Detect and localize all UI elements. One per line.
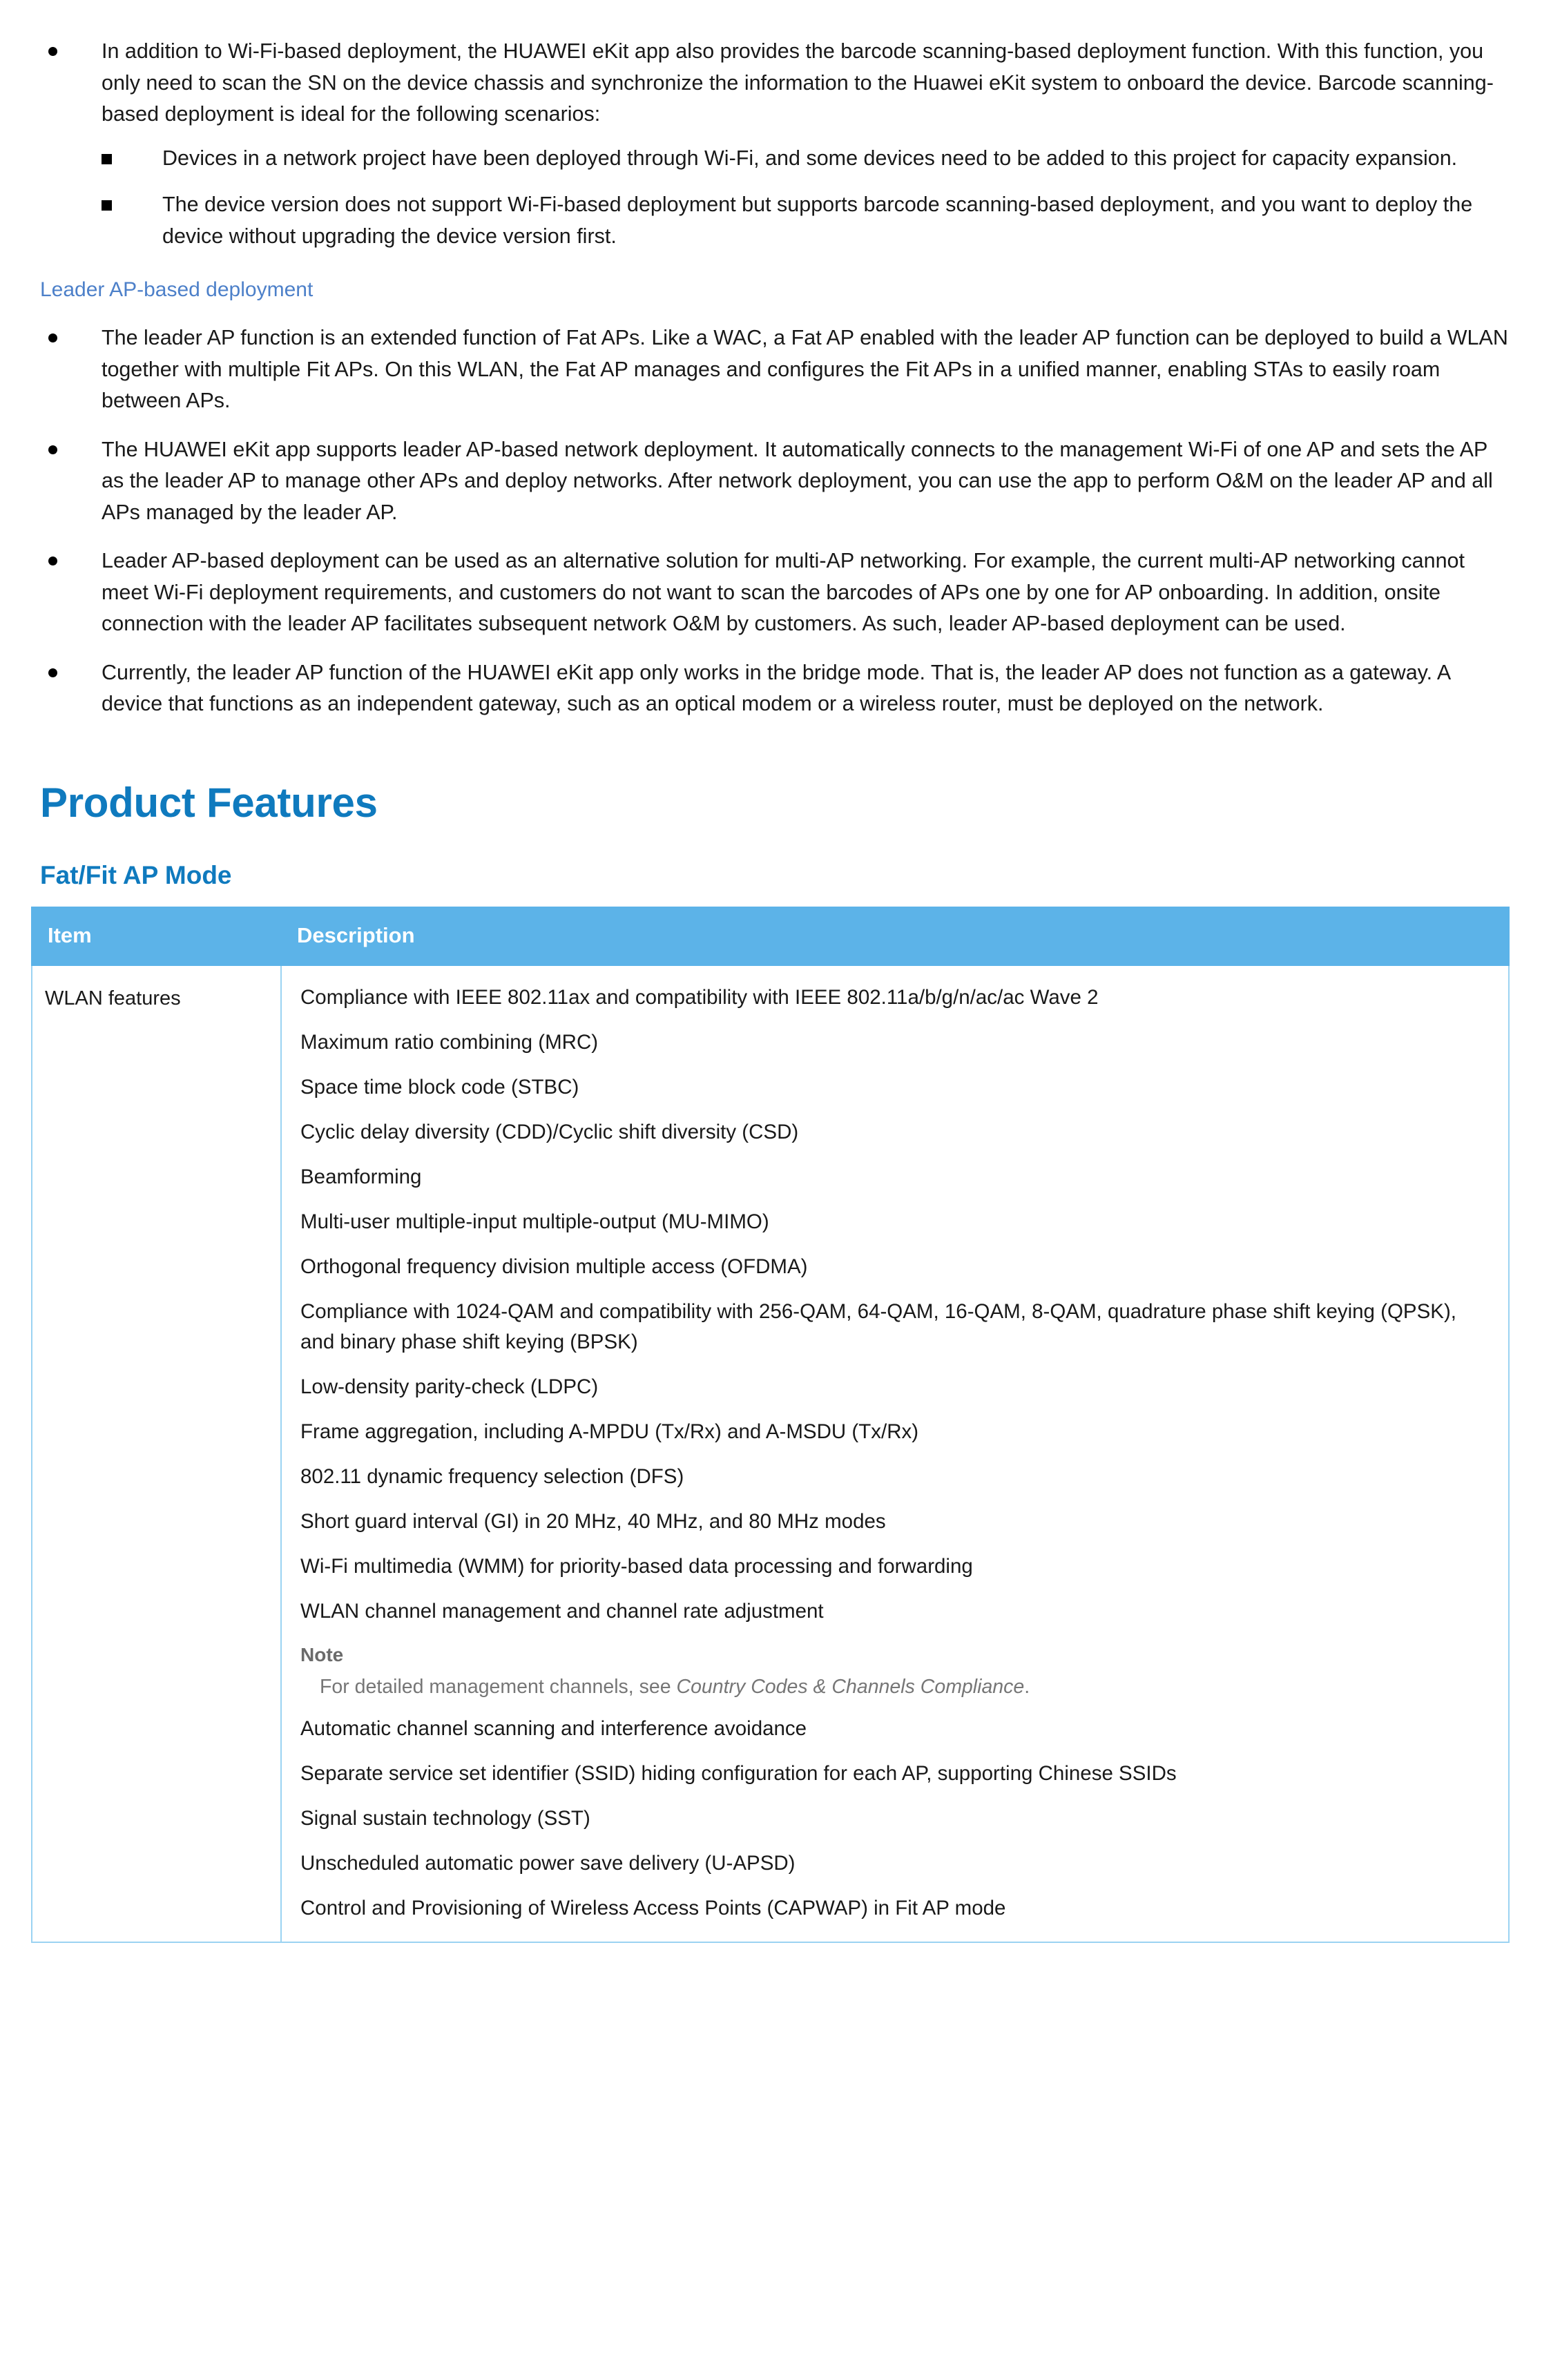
feature-line: Maximum ratio combining (MRC) <box>300 1030 599 1054</box>
fat-fit-ap-mode-table <box>31 907 1510 1943</box>
feature-line: Compliance with IEEE 802.11ax and compatibility with IEEE 802.11a/b/g/n/ac/ac Wave 2 <box>300 985 1099 1009</box>
table-header-row <box>32 907 1509 965</box>
list-item <box>0 36 1551 252</box>
note-text-prefix: For detailed management channels, see <box>320 1675 677 1698</box>
feature-line: Signal sustain technology (SST) <box>300 1806 590 1830</box>
sub-bullet-text: The device version does not support Wi-Fi-based deployment but supports barcode scanning-based deployment, and you want to deploy the device without upgrading the device version first. <box>162 193 1473 248</box>
intro-sub-bullet-list <box>102 143 1551 253</box>
feature-line: Cyclic delay diversity (CDD)/Cyclic shift diversity (CSD) <box>300 1120 799 1143</box>
list-item <box>0 657 1551 720</box>
sub-bullet-text: Devices in a network project have been deployed through Wi-Fi, and some devices need to be added to this project for capacity expansion. <box>162 146 1458 170</box>
note-text-suffix: . <box>1024 1675 1030 1698</box>
bullet-text: Leader AP-based deployment can be used as an alternative solution for multi-AP networking. For example, the current multi-AP networking cannot meet Wi-Fi deployment requirements, and customers do not want to scan the barcodes of APs one by one for AP onboarding. In addition, onsite connection with the leader AP facilitates subsequent network O&M by customers. As such, leader AP-based deployment can be used. <box>102 549 1465 635</box>
feature-line: Frame aggregation, including A-MPDU (Tx/Rx) and A-MSDU (Tx/Rx) <box>300 1420 919 1443</box>
bullet-dot-icon <box>48 557 57 565</box>
bullet-text: The HUAWEI eKit app supports leader AP-based network deployment. It automatically connects to the management Wi-Fi of one AP and sets the AP as the leader AP to manage other APs and deploy networks. After network deployment, you can use the app to perform O&M on the leader AP and all APs managed by the leader AP. <box>102 437 1493 524</box>
feature-line: 802.11 dynamic frequency selection (DFS) <box>300 1464 684 1488</box>
feature-line: Multi-user multiple-input multiple-output (MU-MIMO) <box>300 1210 769 1233</box>
feature-line: Space time block code (STBC) <box>300 1075 579 1099</box>
column-header-item: Item <box>32 907 281 965</box>
bullet-dot-icon <box>48 668 57 677</box>
bullet-dot-icon <box>48 333 57 342</box>
feature-line: Wi-Fi multimedia (WMM) for priority-based data processing and forwarding <box>300 1554 973 1578</box>
intro-bullet-list <box>0 0 1551 252</box>
table-row <box>32 965 1509 1942</box>
list-item <box>0 545 1551 640</box>
note-text <box>300 1672 1490 1701</box>
feature-line: Orthogonal frequency division multiple access (OFDMA) <box>300 1255 808 1278</box>
section-title-fat-fit-ap-mode: Fat/Fit AP Mode <box>40 860 232 889</box>
leader-ap-bullet-list <box>0 322 1551 720</box>
column-header-description: Description <box>281 907 1509 965</box>
feature-line: Unscheduled automatic power save delivery (U-APSD) <box>300 1851 796 1875</box>
bullet-square-icon <box>102 154 112 164</box>
list-item <box>102 189 1551 252</box>
cell-item-name: WLAN features <box>32 965 281 1942</box>
list-item <box>102 143 1551 175</box>
feature-line: Control and Provisioning of Wireless Access Points (CAPWAP) in Fit AP mode <box>300 1896 1006 1919</box>
page-title: Product Features <box>40 779 378 826</box>
note-text-reference: Country Codes & Channels Compliance <box>676 1675 1025 1698</box>
feature-line: Automatic channel scanning and interference avoidance <box>300 1716 807 1740</box>
section-heading-leader-ap: Leader AP-based deployment <box>40 278 314 301</box>
feature-line: Low-density parity-check (LDPC) <box>300 1375 599 1398</box>
list-item <box>0 322 1551 417</box>
bullet-dot-icon <box>48 47 57 56</box>
note-label: Note <box>300 1643 344 1665</box>
feature-line: WLAN channel management and channel rate adjustment <box>300 1599 824 1623</box>
bullet-text: In addition to Wi-Fi-based deployment, the HUAWEI eKit app also provides the barcode scanning-based deployment function. With this function, you only need to scan the SN on the device chassis and synchronize the information to the Huawei eKit system to onboard the device. Barcode scanning-based deployment is ideal for the following scenarios: <box>102 39 1494 126</box>
bullet-text: Currently, the leader AP function of the HUAWEI eKit app only works in the bridge mode. That is, the leader AP does not function as a gateway. A device that functions as an independent gateway, such as an optical modem or a wireless router, must be deployed on the network. <box>102 660 1450 715</box>
feature-line: Separate service set identifier (SSID) hiding configuration for each AP, supporting Chinese SSIDs <box>300 1761 1177 1785</box>
list-item <box>0 434 1551 529</box>
note-block <box>300 1641 1490 1701</box>
bullet-text: The leader AP function is an extended function of Fat APs. Like a WAC, a Fat AP enabled with the leader AP function can be deployed to build a WLAN together with multiple Fit APs. On this WLAN, the Fat AP manages and configures the Fit APs in a unified manner, enabling STAs to easily roam between APs. <box>102 326 1508 412</box>
bullet-dot-icon <box>48 445 57 454</box>
feature-line: Compliance with 1024-QAM and compatibility with 256-QAM, 64-QAM, 16-QAM, 8-QAM, quadrature phase shift keying (QPSK), and binary phase shift keying (BPSK) <box>300 1299 1456 1353</box>
cell-description <box>281 965 1509 1942</box>
bullet-square-icon <box>102 200 112 211</box>
table-body <box>32 965 1509 1942</box>
feature-line: Beamforming <box>300 1165 422 1188</box>
feature-line: Short guard interval (GI) in 20 MHz, 40 MHz, and 80 MHz modes <box>300 1509 886 1533</box>
table-header <box>32 907 1509 965</box>
